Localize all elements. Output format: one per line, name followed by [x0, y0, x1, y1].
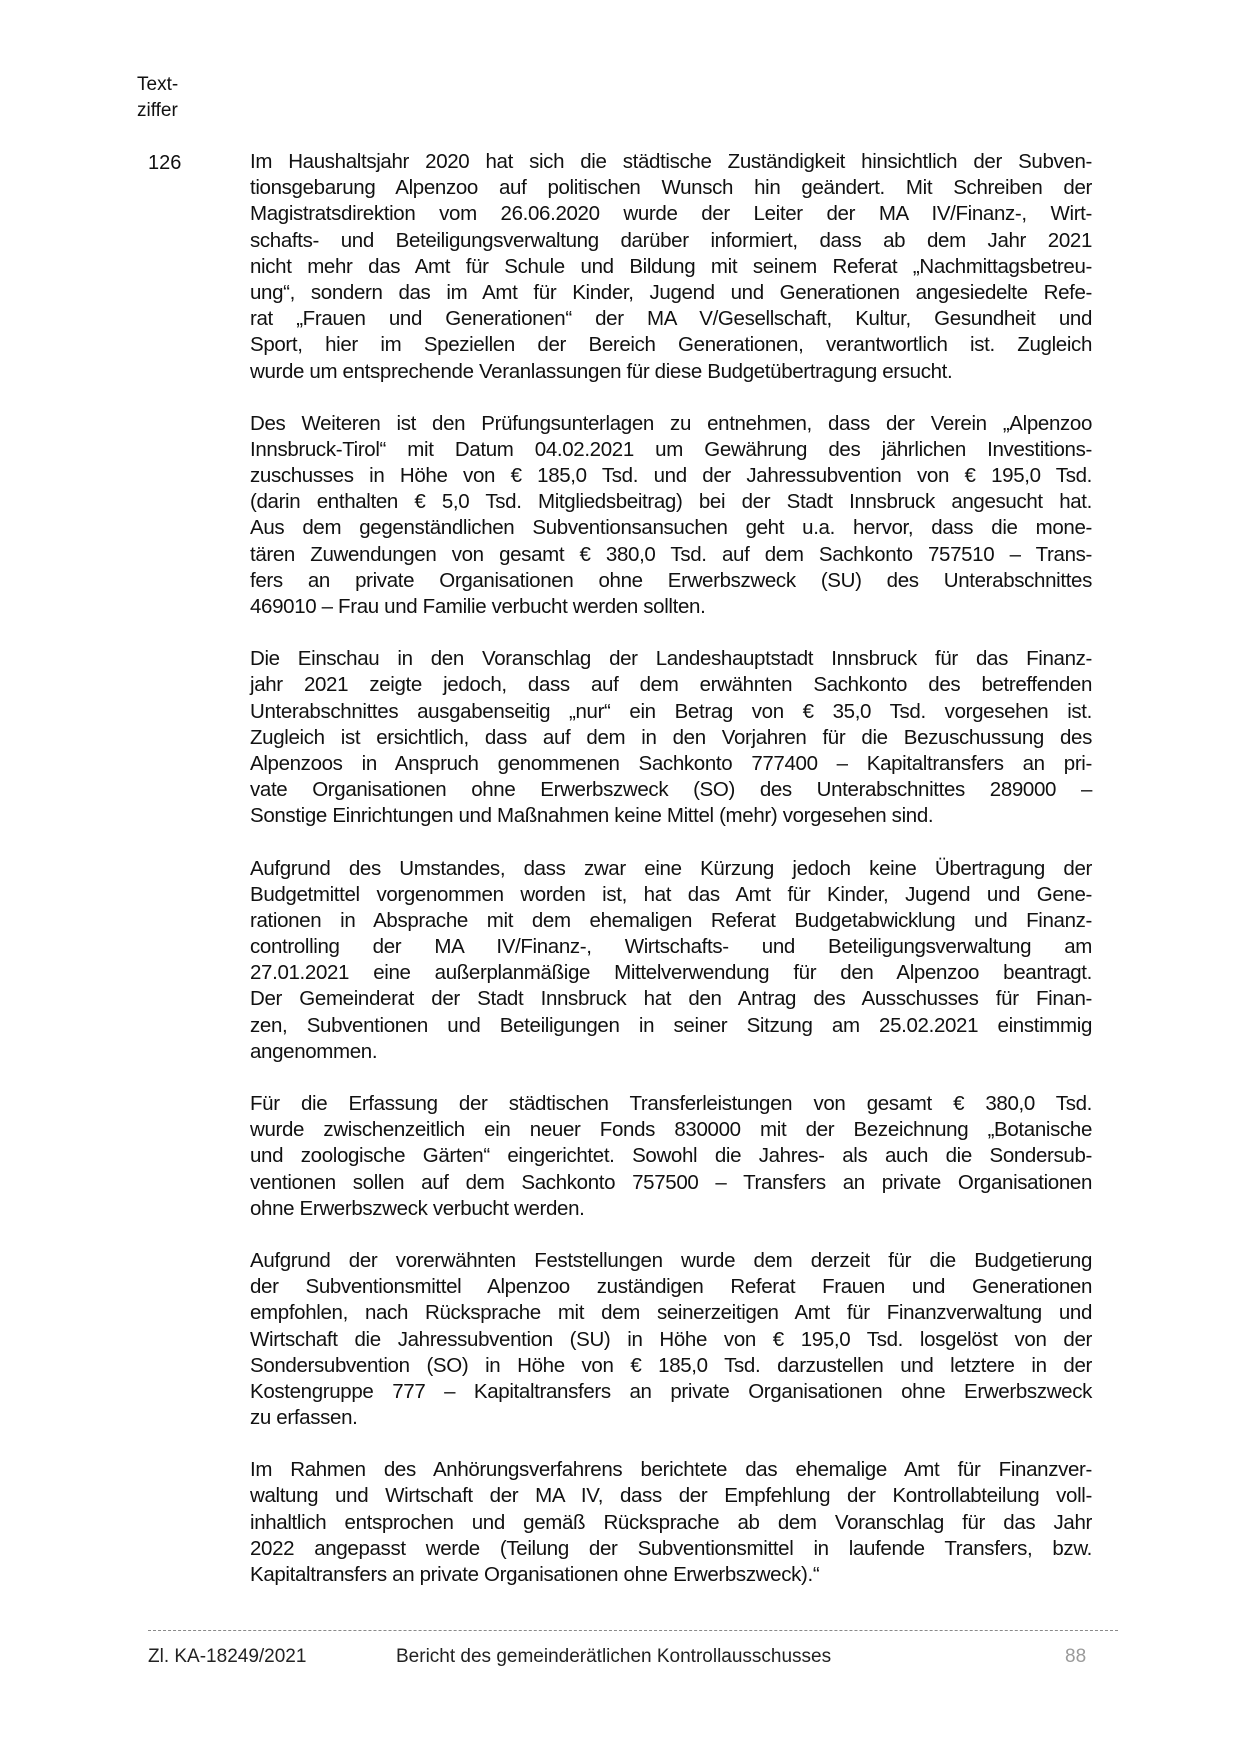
text-line: waltung und Wirtschaft der MA IV, dass der Empfehlung der Kontrollabteilung voll- [250, 1484, 1092, 1508]
paragraph [250, 856, 1092, 1066]
text-line: Für die Erfassung der städtischen Transferleistungen von gesamt € 380,0 Tsd. [250, 1092, 1092, 1115]
text-line: ung“, sondern das im Amt für Kinder, Jugend und Generationen angesiedelte Refe- [250, 280, 1092, 304]
text-line: Kapitaltransfers an private Organisationen ohne Erwerbszweck).“ [250, 1563, 820, 1586]
body-text [250, 149, 1092, 1614]
text-line: rationen in Absprache mit dem ehemaligen Referat Budgetabwicklung und Finanz- [250, 908, 1092, 932]
margin-heading-line-1: Text- [137, 74, 179, 95]
paragraph [250, 149, 1092, 385]
section-number: 126 [148, 152, 182, 174]
text-line: Zugleich ist ersichtlich, dass auf dem in den Vorjahren für die Bezuschussung des [250, 725, 1092, 749]
text-line: schafts- und Beteiligungsverwaltung darüber informiert, dass ab dem Jahr 2021 [250, 228, 1092, 252]
text-line: Die Einschau in den Voranschlag der Landeshauptstadt Innsbruck für das Finanz- [250, 647, 1092, 671]
text-line: zen, Subventionen und Beteiligungen in seiner Sitzung am 25.02.2021 einstimmig [250, 1013, 1092, 1037]
text-line: controlling der MA IV/Finanz-, Wirtschafts- und Beteiligungsverwaltung am [250, 935, 1092, 959]
paragraph [250, 411, 1092, 621]
margin-heading-line-2: ziffer [137, 100, 178, 121]
text-line: Im Haushaltsjahr 2020 hat sich die städtische Zuständigkeit hinsichtlich der Subven- [250, 150, 1092, 173]
text-line: empfohlen, nach Rücksprache mit dem seinerzeitigen Amt für Finanzverwaltung und [250, 1301, 1092, 1325]
text-line: 27.01.2021 eine außerplanmäßige Mittelverwendung für den Alpenzoo beantragt. [250, 961, 1092, 985]
text-line: Wirtschaft die Jahressubvention (SU) in Höhe von € 195,0 Tsd. losgelöst von der [250, 1327, 1092, 1351]
text-line: rat „Frauen und Generationen“ der MA V/Gesellschaft, Kultur, Gesundheit und [250, 307, 1092, 331]
text-line: wurde um entsprechende Veranlassungen für diese Budgetübertragung ersucht. [250, 359, 953, 383]
text-line: ventionen sollen auf dem Sachkonto 757500 – Transfers an private Organisationen [250, 1170, 1092, 1194]
text-line: und zoologische Gärten“ eingerichtet. Sowohl die Jahres- als auch die Sondersub- [250, 1144, 1092, 1168]
text-line: fers an private Organisationen ohne Erwerbszweck (SU) des Unterabschnittes [250, 568, 1092, 592]
text-line: Aus dem gegenständlichen Subventionsansuchen geht u.a. hervor, dass die mone- [250, 516, 1092, 540]
text-line: tären Zuwendungen von gesamt € 380,0 Tsd. auf dem Sachkonto 757510 – Trans- [250, 542, 1092, 566]
text-line: inhaltlich entsprochen und gemäß Rücksprache ab dem Voranschlag für das Jahr [250, 1510, 1092, 1534]
text-line: Alpenzoos in Anspruch genommenen Sachkonto 777400 – Kapitaltransfers an pri- [250, 751, 1092, 775]
text-line: 469010 – Frau und Familie verbucht werden sollten. [250, 595, 706, 618]
text-line: Aufgrund der vorerwähnten Feststellungen wurde dem derzeit für die Budgetierung [250, 1248, 1092, 1272]
text-line: Der Gemeinderat der Stadt Innsbruck hat den Antrag des Ausschusses für Finan- [250, 987, 1092, 1011]
paragraph [250, 646, 1092, 829]
text-line: Sonstige Einrichtungen und Maßnahmen keine Mittel (mehr) vorgesehen sind. [250, 804, 934, 828]
text-line: Innsbruck-Tirol“ mit Datum 04.02.2021 um Gewährung des jährlichen Investitions- [250, 437, 1092, 461]
text-line: Des Weiteren ist den Prüfungsunterlagen zu entnehmen, dass der Verein „Alpenzoo [250, 411, 1092, 435]
page-number: 88 [1065, 1646, 1087, 1667]
footer-reference: Zl. KA-18249/2021 [148, 1646, 307, 1667]
paragraph [250, 1248, 1092, 1431]
text-line: zu erfassen. [250, 1406, 358, 1430]
footer-divider [148, 1630, 1118, 1631]
text-line: wurde zwischenzeitlich ein neuer Fonds 830000 mit der Bezeichnung „Botanische [250, 1118, 1092, 1142]
text-line: Sondersubvention (SO) in Höhe von € 185,0 Tsd. darzustellen und letztere in der [250, 1353, 1092, 1377]
text-line: tionsgebarung Alpenzoo auf politischen Wunsch hin geändert. Mit Schreiben der [250, 176, 1092, 200]
text-line: Aufgrund des Umstandes, dass zwar eine Kürzung jedoch keine Übertragung der [250, 856, 1092, 880]
text-line: Im Rahmen des Anhörungsverfahrens berichtete das ehemalige Amt für Finanzver- [250, 1458, 1092, 1482]
text-line: der Subventionsmittel Alpenzoo zuständigen Referat Frauen und Generationen [250, 1275, 1092, 1299]
text-line: Kostengruppe 777 – Kapitaltransfers an private Organisationen ohne Erwerbszweck [250, 1379, 1092, 1403]
text-line: (darin enthalten € 5,0 Tsd. Mitgliedsbeitrag) bei der Stadt Innsbruck angesucht hat. [250, 490, 1092, 514]
text-line: vate Organisationen ohne Erwerbszweck (SO) des Unterabschnittes 289000 – [250, 778, 1092, 802]
text-line: 2022 angepasst werde (Teilung der Subventionsmittel in laufende Transfers, bzw. [250, 1536, 1092, 1560]
footer-title: Bericht des gemeinderätlichen Kontrollausschusses [396, 1646, 832, 1667]
text-line: ohne Erwerbszweck verbucht werden. [250, 1196, 585, 1220]
text-line: Unterabschnittes ausgabenseitig „nur“ ein Betrag von € 35,0 Tsd. vorgesehen ist. [250, 699, 1092, 723]
text-line: angenommen. [250, 1039, 378, 1063]
paragraph [250, 1457, 1092, 1588]
text-line: Budgetmittel vorgenommen worden ist, hat das Amt für Kinder, Jugend und Gene- [250, 882, 1092, 906]
text-line: nicht mehr das Amt für Schule und Bildung mit seinem Referat „Nachmittagsbetreu- [250, 254, 1092, 278]
text-line: zuschusses in Höhe von € 185,0 Tsd. und der Jahressubvention von € 195,0 Tsd. [250, 464, 1092, 488]
text-line: jahr 2021 zeigte jedoch, dass auf dem erwähnten Sachkonto des betreffenden [250, 673, 1092, 697]
margin-heading-textziffer [137, 72, 178, 124]
paragraph [250, 1091, 1092, 1222]
text-line: Sport, hier im Speziellen der Bereich Generationen, verantwortlich ist. Zugleich [250, 333, 1092, 357]
text-line: Magistratsdirektion vom 26.06.2020 wurde der Leiter der MA IV/Finanz-, Wirt- [250, 202, 1092, 226]
